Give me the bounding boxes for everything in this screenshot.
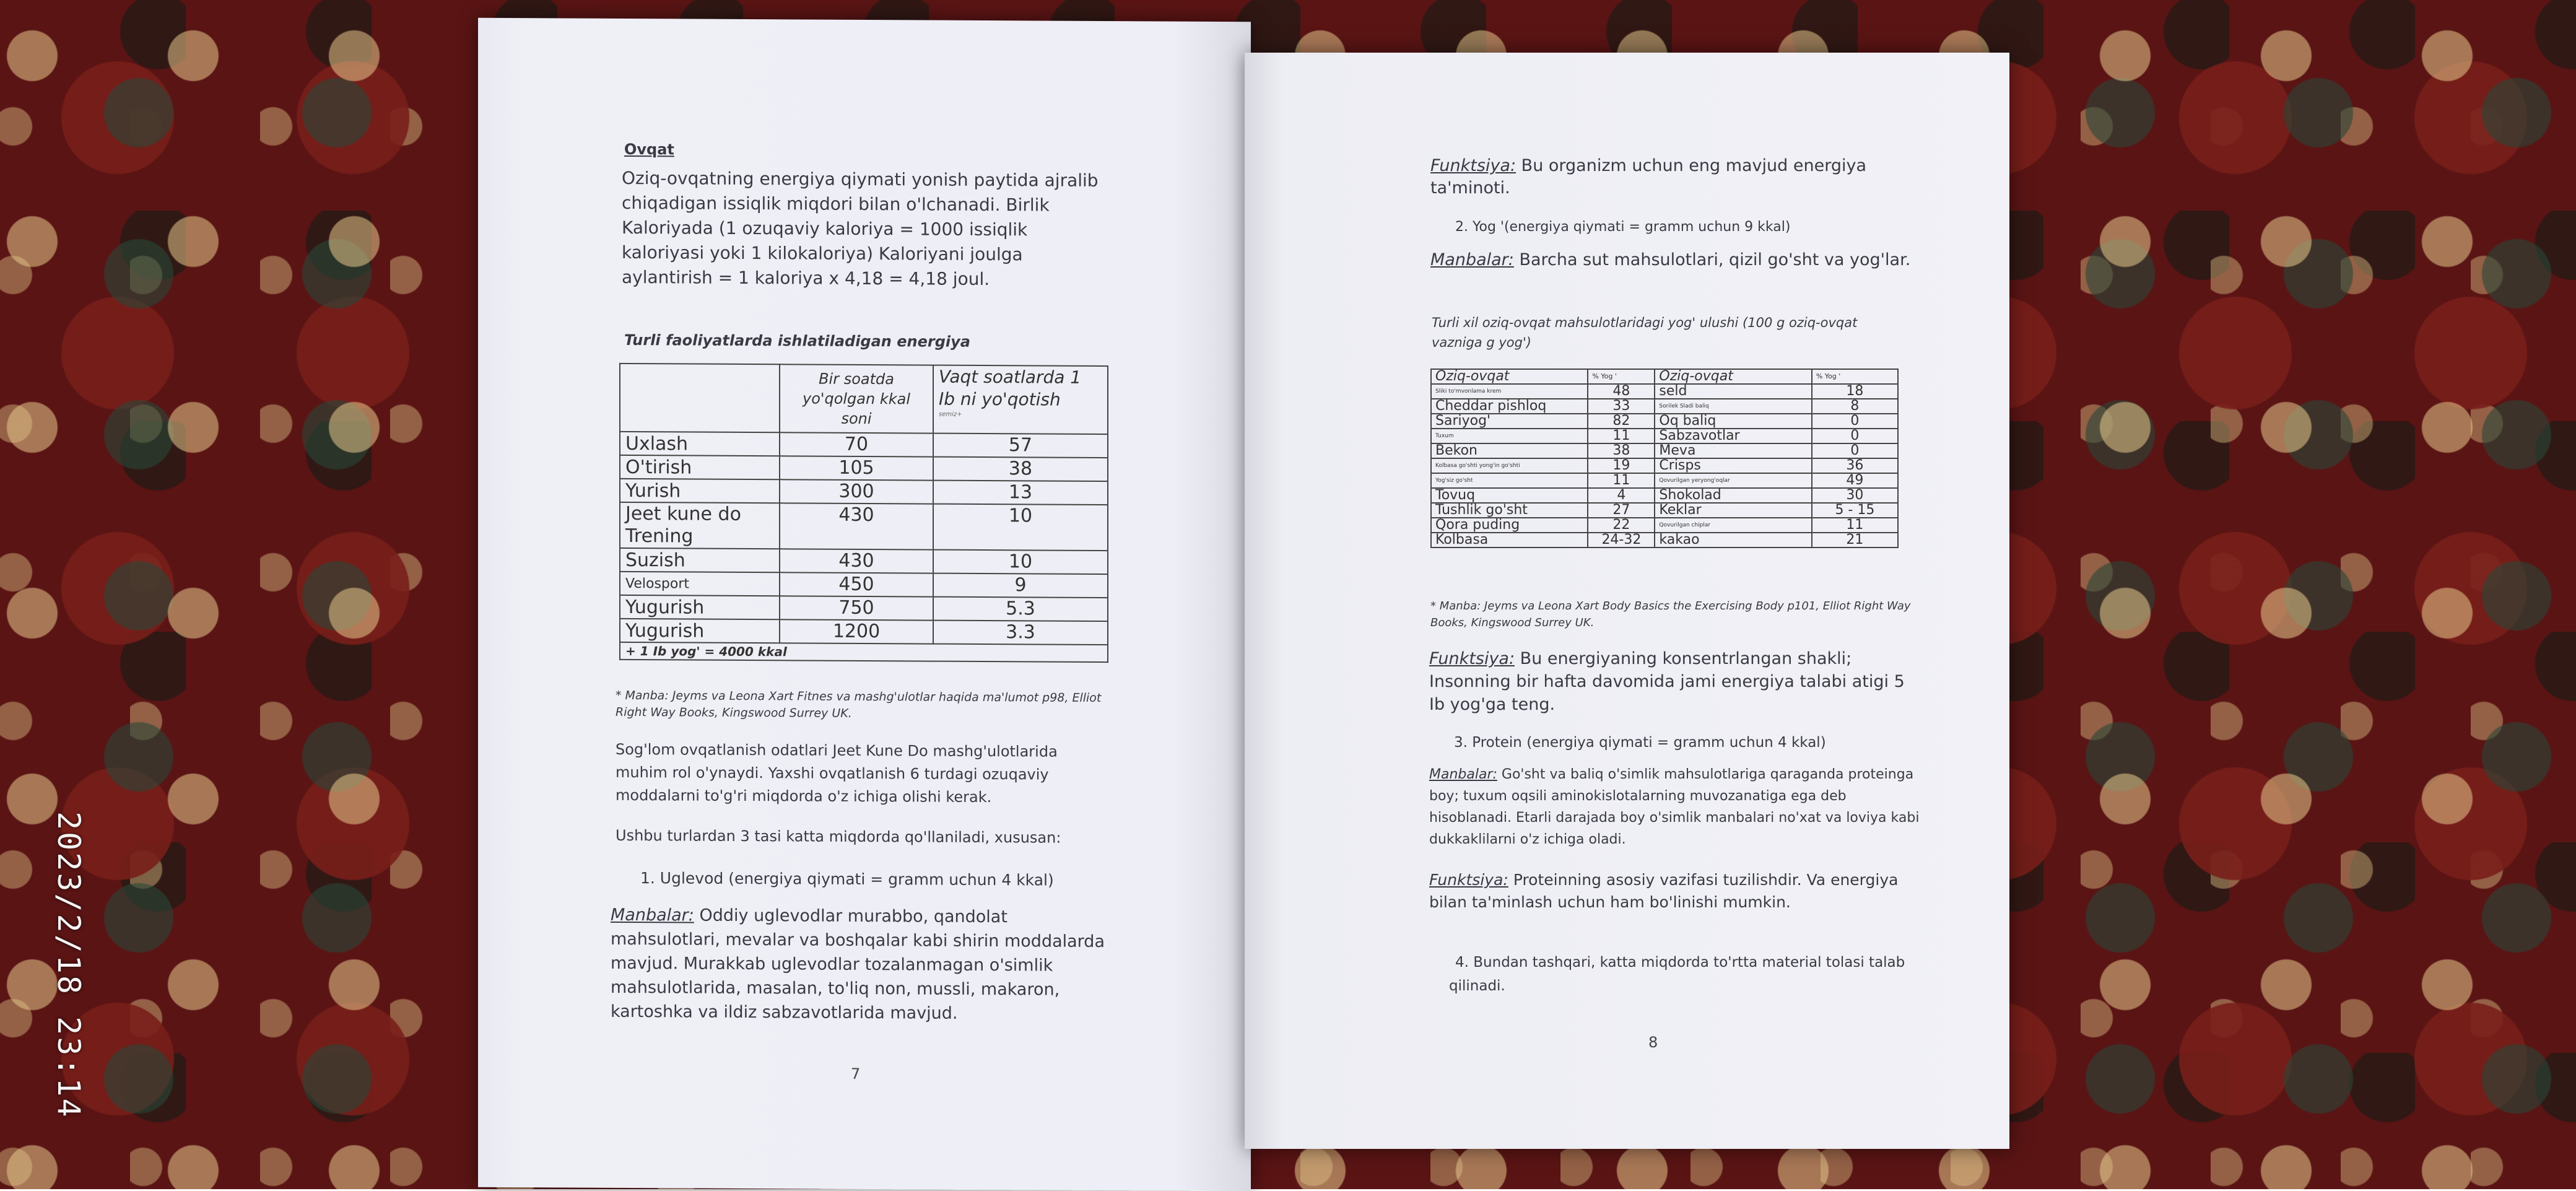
cell-p1: 22 (1588, 518, 1655, 533)
cell-p2: 36 (1812, 458, 1898, 473)
table-row (1431, 414, 1898, 429)
cell-p1: 82 (1588, 414, 1655, 429)
fat-table (1430, 369, 1899, 548)
photo-timestamp: 2023/2/18 23:14 (51, 811, 87, 1119)
section-heading: Ovqat (624, 140, 674, 159)
cell-activity: O'tirish (620, 455, 780, 479)
cell-activity: Velosport (620, 572, 780, 596)
header-food-1: Oziq-ovqat (1431, 369, 1588, 384)
cell-p2: 0 (1812, 443, 1898, 458)
table-row (1431, 384, 1898, 399)
cell-f2: seld (1655, 384, 1811, 399)
cell-kcal: 430 (780, 503, 933, 549)
table-row (1431, 399, 1898, 414)
cell-p2: 8 (1812, 399, 1898, 414)
cell-f2: Qovurilgan chiplar (1655, 518, 1811, 533)
cell-p2: 5 - 15 (1812, 503, 1898, 518)
header-hours: Vaqt soatlarda 1 Ib ni yo'qotish semiz+ (933, 365, 1108, 434)
table-row (1431, 473, 1898, 488)
cell-hours: 3.3 (933, 621, 1108, 645)
cell-f1: Tovuq (1431, 488, 1588, 503)
cell-f1: Sariyog' (1431, 414, 1588, 429)
cell-f1: Yog'siz go'sht (1431, 473, 1588, 488)
cell-p1: 11 (1588, 473, 1655, 488)
cell-f2: Crisps (1655, 458, 1811, 473)
cell-f2: Sabzavotlar (1655, 429, 1811, 443)
cell-activity: Yugurish (620, 619, 780, 643)
fat-table-caption: Turli xil oziq-ovqat mahsulotlaridagi yog' ulushi (100 g oziq-ovqat vazniga g yog') (1432, 315, 1858, 350)
cell-activity: Suzish (620, 548, 780, 572)
right-page (1245, 53, 2009, 1149)
cell-p2: 0 (1812, 429, 1898, 443)
fat-table-source: * Manba: Jeyms va Leona Xart Body Basics the Exercising Body p101, Elliot Right Way Books, Kingswood Surrey UK. (1430, 600, 1911, 629)
cell-kcal: 750 (780, 596, 933, 620)
cell-f1: Qora puding (1431, 518, 1588, 533)
table-row (1431, 533, 1898, 548)
header-food-2: Oziq-ovqat (1655, 369, 1811, 384)
cell-p1: 48 (1588, 384, 1655, 399)
cell-hours: 5.3 (933, 597, 1108, 621)
cell-f2: Oq baliq (1655, 414, 1811, 429)
cell-f1: Sliki to'mvonlama krem (1431, 384, 1588, 399)
table-source: * Manba: Jeyms va Leona Xart Fitnes va mashg'ulotlar haqida ma'lumot p98, Elliot Right Way Books, Kingswood Surrey UK. (616, 688, 1102, 720)
cell-activity: Yurish (620, 479, 780, 503)
cell-f1: Kolbasa (1431, 533, 1588, 548)
item-fiber: 4. Bundan tashqari, katta miqdorda to'rtta material tolasi talab qilinadi. (1449, 954, 1905, 994)
table-footer: + 1 Ib yog' = 4000 kkal (620, 642, 1108, 662)
carb-sources (611, 903, 1106, 1026)
cell-f2: Shokolad (1655, 488, 1811, 503)
table-row (1431, 518, 1898, 533)
cell-f2: Meva (1655, 443, 1811, 458)
page-number-right: 8 (1648, 1034, 1658, 1051)
table-row (620, 432, 1108, 458)
cell-kcal: 450 (780, 572, 933, 596)
fat-table-body (1431, 384, 1898, 548)
sources-label: Manbalar: (611, 905, 694, 925)
header-kcal: Bir soatda yo'qolgan kkal soni (780, 364, 933, 433)
paragraph-types: Ushbu turlardan 3 tasi katta miqdorda qo'llaniladi, xususan: (616, 826, 1061, 847)
cell-hours: 13 (933, 481, 1108, 505)
function-protein: Funktsiya: Proteinning asosiy vazifasi tuzilishdir. Va energiya bilan ta'minlash uchun ham bo'linishi mumkin. (1429, 871, 1899, 911)
table-row (620, 548, 1108, 574)
cell-f2: Qovurilgan yeryong'oqlar (1655, 473, 1811, 488)
cell-kcal: 1200 (780, 619, 933, 643)
table-row (1431, 443, 1898, 458)
cell-activity: Uxlash (620, 432, 780, 456)
function-carb: Funktsiya: Bu organizm uchun eng mavjud energiya ta'minoti. (1430, 156, 1866, 198)
cell-f2: kakao (1655, 533, 1811, 548)
table-row (620, 619, 1108, 645)
header-fat-1: % Yog ' (1588, 369, 1655, 384)
table-row (620, 572, 1108, 598)
table-row (620, 595, 1108, 621)
table-row (620, 479, 1108, 505)
cell-kcal: 105 (780, 456, 933, 480)
table-row (1431, 488, 1898, 503)
cell-p1: 11 (1588, 429, 1655, 443)
energy-table-body (620, 432, 1108, 645)
cell-hours: 9 (933, 574, 1108, 598)
item-fat: 2. Yog '(energiya qiymati = gramm uchun 9 kkal) (1455, 219, 1791, 235)
cell-activity: Yugurish (620, 595, 780, 619)
table-row (620, 502, 1108, 551)
table-row (620, 455, 1108, 481)
cell-kcal: 300 (780, 479, 933, 504)
cell-activity: Jeet kune do Trening (620, 502, 780, 549)
item-carbohydrate: 1. Uglevod (energiya qiymati = gramm uchun 4 kkal) (640, 869, 1054, 889)
energy-table (619, 363, 1108, 663)
cell-p2: 11 (1812, 518, 1898, 533)
table-row (1431, 503, 1898, 518)
cell-f2: Sorilek Sladi baliq (1655, 399, 1811, 414)
cell-p1: 4 (1588, 488, 1655, 503)
cell-hours: 10 (933, 550, 1108, 574)
page-number-left: 7 (851, 1065, 861, 1083)
table-title: Turli faoliyatlarda ishlatiladigan energiya (624, 331, 970, 351)
cell-hours: 10 (933, 504, 1108, 551)
cell-f1: Bekon (1431, 443, 1588, 458)
cell-hours: 38 (933, 457, 1108, 481)
cell-hours: 57 (933, 434, 1108, 458)
left-page (478, 18, 1251, 1191)
table-row (1431, 429, 1898, 443)
cell-f1: Cheddar pishloq (1431, 399, 1588, 414)
header-fat-2: % Yog ' (1812, 369, 1898, 384)
cell-p2: 30 (1812, 488, 1898, 503)
cell-p2: 21 (1812, 533, 1898, 548)
cell-p1: 27 (1588, 503, 1655, 518)
cell-p1: 24-32 (1588, 533, 1655, 548)
cell-p1: 33 (1588, 399, 1655, 414)
cell-kcal: 70 (780, 432, 933, 456)
cell-p1: 38 (1588, 443, 1655, 458)
fat-sources: Manbalar: Barcha sut mahsulotlari, qizil go'sht va yog'lar. (1430, 250, 1911, 269)
item-protein: 3. Protein (energiya qiymati = gramm uchun 4 kkal) (1454, 735, 1826, 751)
sources-text: Oddiy uglevodlar murabbo, qandolat mahsulotlari, mevalar va boshqalar kabi shirin moddalarda mavjud. Murakkab uglevodlar tozalanmagan o'simlik mahsulotlarida, masalan, to'liq non, mussli, makaron, kartoshka va ildiz sabzavotlarida mavjud. (611, 905, 1105, 1023)
cell-kcal: 430 (780, 549, 933, 573)
cell-p1: 19 (1588, 458, 1655, 473)
cell-f1: Tushlik go'sht (1431, 503, 1588, 518)
protein-sources: Manbalar: Go'sht va baliq o'simlik mahsulotlariga qaraganda proteinga boy; tuxum oqsili aminokislotalarning muvozanatiga ega deb hisoblanadi. Etarli darajada boy o'simlik manbalari no'xat va loviya kabi dukkaklilarni o'z ichiga oladi. (1429, 767, 1920, 847)
cell-f1: Kolbasa go'shti yong'in go'shti (1431, 458, 1588, 473)
cell-f1: Tuxum (1431, 429, 1588, 443)
cell-p2: 0 (1812, 414, 1898, 429)
cell-p2: 18 (1812, 384, 1898, 399)
paragraph-habits: Sog'lom ovqatlanish odatlari Jeet Kune Do mashg'ulotlarida muhim rol o'ynaydi. Yaxshi ovqatlanish 6 turdagi ozuqaviy moddalarni to'g'ri miqdorda o'z ichiga olishi kerak. (616, 740, 1058, 806)
function-fat: Funktsiya: Bu energiyaning konsentrlangan shakli; Insonning bir hafta davomida jami energiya talabi atigi 5 Ib yog'ga teng. (1429, 649, 1905, 714)
cell-p2: 49 (1812, 473, 1898, 488)
intro-paragraph: Oziq-ovqatning energiya qiymati yonish paytida ajralib chiqadigan issiqlik miqdori bilan o'lchanadi. Birlik Kaloriyada (1 ozuqaviy kaloriya = 1000 issiqlik kaloriyasi yoki 1 kilokaloriya) Kaloriyani joulga aylantirish = 1 kaloriya x 4,18 = 4,18 joul. (622, 167, 1099, 290)
cell-f2: Keklar (1655, 503, 1811, 518)
table-row (1431, 458, 1898, 473)
